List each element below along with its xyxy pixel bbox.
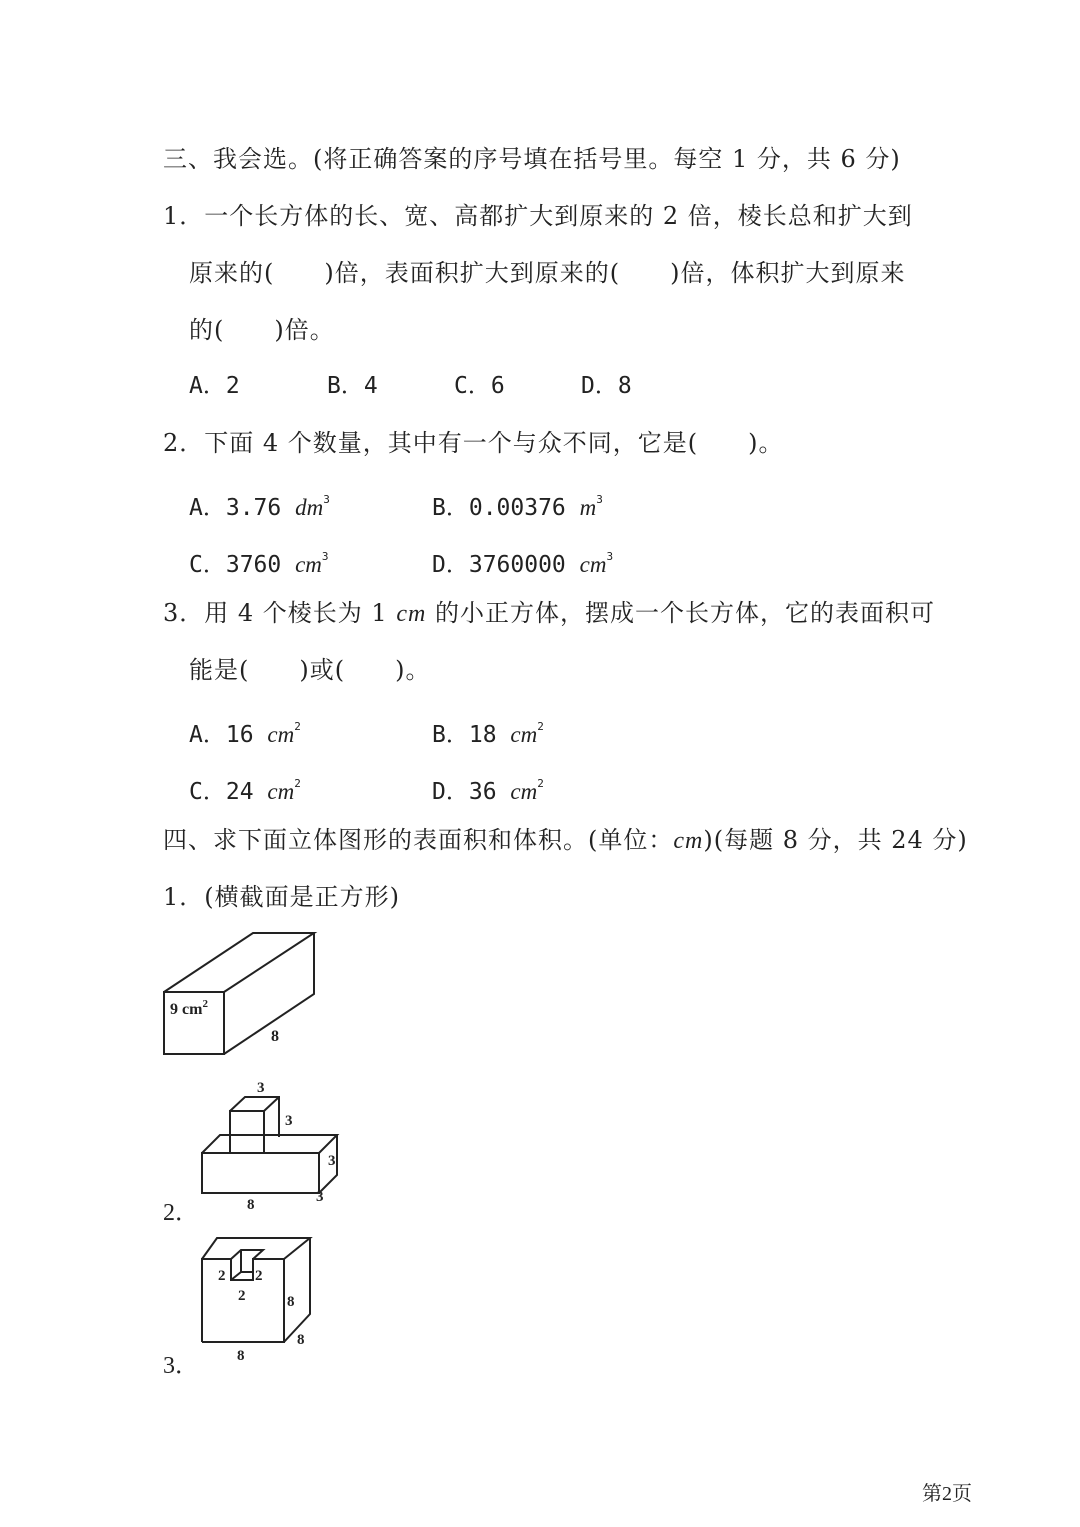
q1-line2: 原来的( )倍，表面积扩大到原来的( )倍，体积扩大到原来 [189, 259, 906, 287]
q3-option-d: D．36 $cm^2$ [432, 777, 544, 805]
cube-depth-label: 8 [297, 1332, 305, 1348]
q3-line2: 能是( )或( )。 [189, 656, 431, 684]
notch-bottom-label: 2 [238, 1288, 246, 1304]
s4-q2-label: 2． [163, 1200, 199, 1226]
top-block-front [230, 1111, 264, 1153]
q1-line1: 1．一个长方体的长、宽、高都扩大到原来的 2 倍，棱长总和扩大到 [163, 202, 913, 230]
q3-option-b: B．18 $cm^2$ [432, 720, 544, 748]
q3-option-c: C．24 $cm^2$ [189, 777, 301, 805]
page-number: 第2页 [922, 1483, 972, 1505]
top-height-label: 3 [285, 1113, 293, 1129]
s4-q3-label: 3． [163, 1353, 199, 1379]
cuboid1-face-label: 9 $cm^2$ [170, 998, 208, 1018]
q2-line1: 2．下面 4 个数量，其中有一个与众不同，它是( )。 [163, 429, 784, 457]
q2-option-c: C．3760 $cm^3$ [189, 550, 329, 578]
section3-heading: 三、我会选。(将正确答案的序号填在括号里。每空 1 分，共 6 分) [163, 145, 901, 173]
q1-line3: 的( )倍。 [189, 316, 335, 344]
q1-option-a: A．2 [189, 373, 240, 399]
section4-heading: 四、求下面立体图形的表面积和体积。(单位：cm)(每题 8 分，共 24 分) [163, 826, 968, 854]
q2-option-a: A．3.76 $dm^3$ [189, 493, 330, 521]
q2-option-b: B．0.00376 $m^3$ [432, 493, 603, 521]
base-depth-label: 3 [316, 1189, 324, 1205]
q3-option-a: A．16 $cm^2$ [189, 720, 301, 748]
cuboid1-top-face [164, 933, 314, 992]
base-top-face [202, 1135, 337, 1153]
cube-height-label: 8 [287, 1294, 295, 1310]
base-height-label: 3 [328, 1153, 336, 1169]
stepped-solid-figure [195, 1075, 345, 1215]
base-width-label: 8 [247, 1197, 255, 1213]
cube-width-label: 8 [237, 1348, 245, 1364]
cuboid1-side-face [224, 933, 314, 1054]
top-width-label: 3 [257, 1080, 265, 1096]
cuboid1-length-label: 8 [271, 1028, 279, 1045]
base-front-face [202, 1153, 319, 1193]
q1-option-b: B．4 [327, 373, 378, 399]
q1-option-c: C．6 [454, 373, 505, 399]
notch-right-label: 2 [255, 1268, 263, 1284]
s4-q1-label: 1．(横截面是正方形) [163, 883, 400, 911]
q2-option-d: D．3760000 $cm^3$ [432, 550, 614, 578]
notch-top [231, 1250, 263, 1259]
cuboid-figure-1 [158, 928, 320, 1060]
q3-line1: 3．用 4 个棱长为 1 cm 的小正方体，摆成一个长方体，它的表面积可 [163, 599, 935, 627]
notched-cube-figure [195, 1230, 320, 1365]
q1-option-d: D．8 [581, 373, 632, 399]
cube-side-face [284, 1238, 310, 1342]
notch-left-label: 2 [218, 1268, 226, 1284]
